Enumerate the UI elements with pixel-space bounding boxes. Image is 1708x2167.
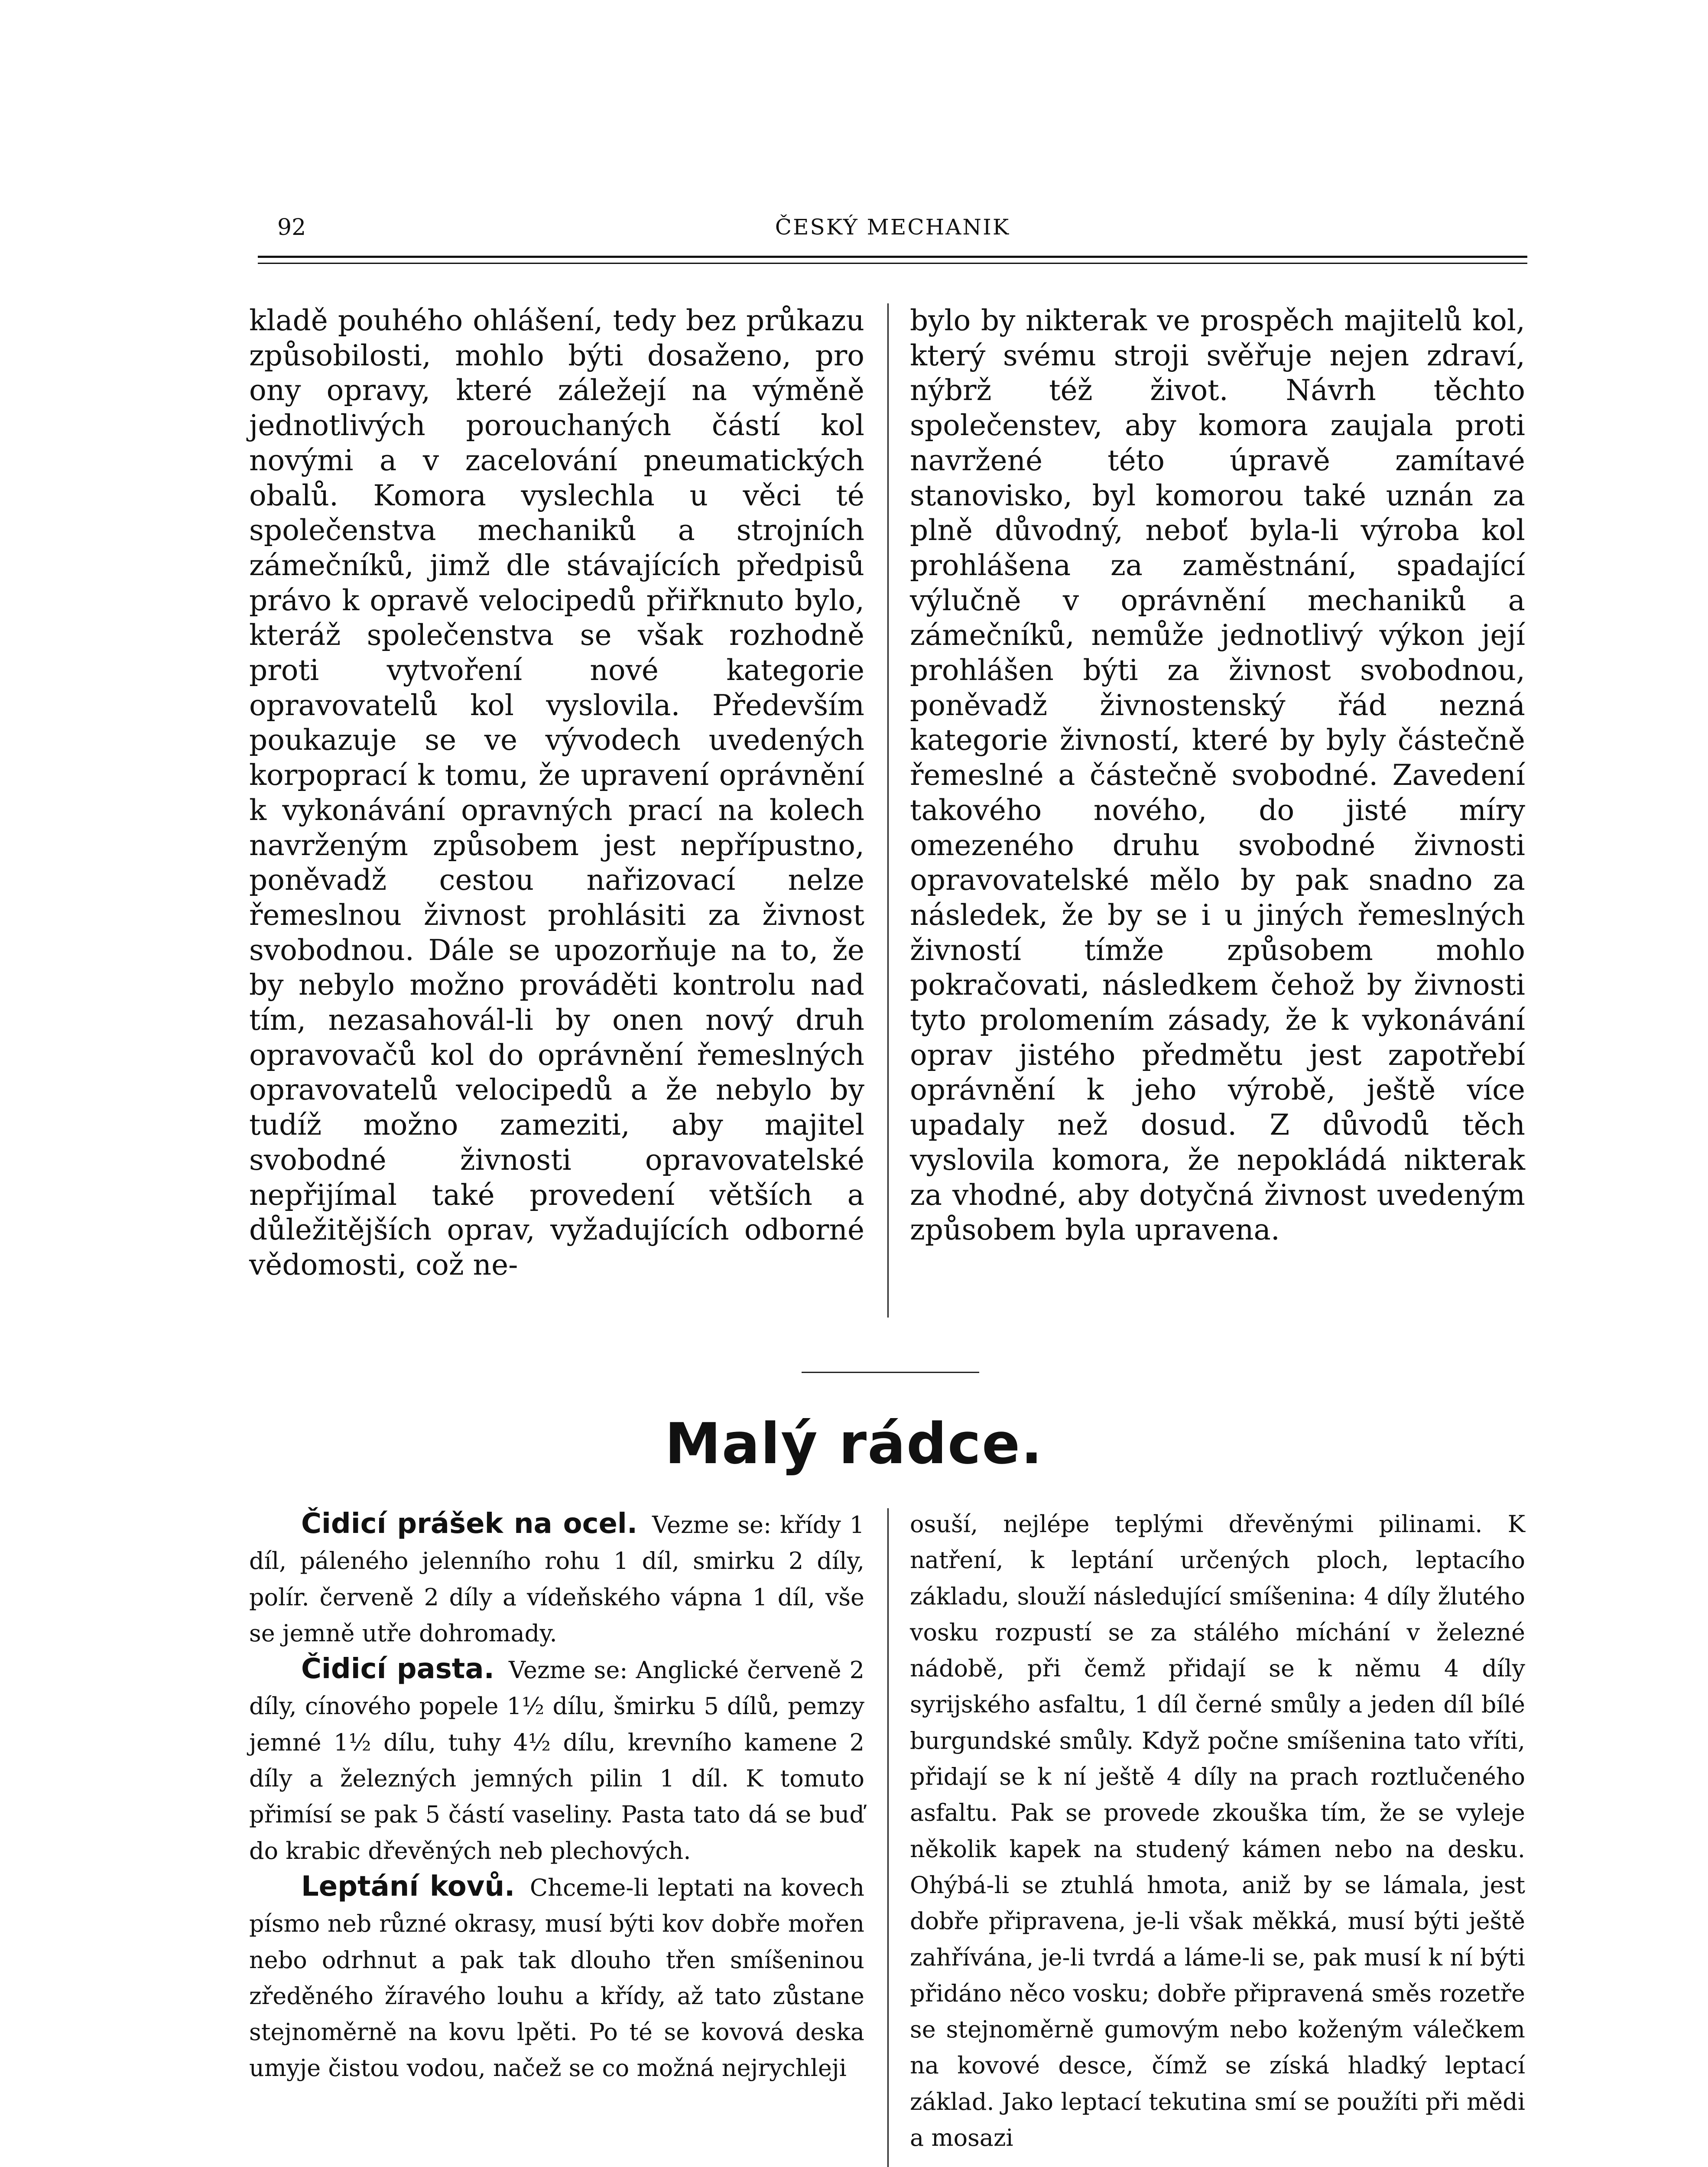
- advice-entry: [249, 1651, 864, 1869]
- advice-entry-title: Čidicí prášek na ocel.: [301, 1508, 638, 1540]
- article-right-column: [910, 303, 1525, 1248]
- header-rule-thick: [258, 256, 1527, 258]
- advice-entry-text: Chceme-li leptati na kovech písmo neb různé okrasy, musí býti kov dobře mořen nebo odrhnut a pak tak dlouho třen smíšeninou zředěného žíravého louhu a křídy, až tato zůstane stejnoměrně na kovu lpěti. Po té se kovová deska umyje čistou vodou, načež se co možná nejrychleji: [249, 1874, 865, 2082]
- advice-entry-title: Leptání kovů.: [301, 1870, 515, 1903]
- page-number: 92: [277, 215, 306, 241]
- column-divider-lower: [887, 1508, 889, 2167]
- section-title: Malý rádce.: [665, 1411, 1043, 1477]
- running-title: ČESKÝ MECHANIK: [775, 215, 1010, 240]
- article-left-column: [249, 303, 864, 1283]
- advice-right-text: osuší, nejlépe teplými dřevěnými pilinami. K natření, k leptání určených ploch, leptacího základu, slouží následující smíšenina: 4 díly žlutého vosku rozpustí se za stálého míchání v železné nádobě, při čemž přidají se k němu 4 díly syrijského asfaltu, 1 díl černé smůly a jeden díl bílé burgundské smůly. Když počne smíšenina tato vříti, přidají se k ní ještě 4 díly na prach roztlučeného asfaltu. Pak se provede zkouška tím, že se vyleje několik kapek na studený kámen nebo na desku. Ohýbá-li se ztuhlá hmota, aniž by se lámala, jest dobře připravena, je-li však měkká, musí býti ještě zahřívána, je-li tvrdá a láme-li se, pak musí k ní býti přidáno něco vosku; dobře připravená směs rozetře se stejnoměrně gumovým nebo koženým válečkem na kovové desce, čímž se získá hladký leptací základ. Jako leptací tekutina smí se použíti při mědi a mosazi: [910, 1510, 1525, 2152]
- page-header: [258, 215, 1527, 241]
- advice-right-column: [910, 1506, 1525, 2156]
- article-left-text: kladě pouhého ohlášení, tedy bez průkazu způsobilosti, mohlo býti dosaženo, pro ony opravy, které záležejí na výměně jednotlivých porouchaných částí kol novými a v zacelování pneumatických obalů. Komora vyslechla u věci té společenstva mechaniků a strojních zámečníků, jimž dle stávajících předpisů právo k opravě velocipedů přiřknuto bylo, kteráž společenstva se však rozhodně proti vytvoření nové kategorie opravovatelů kol vyslovila. Především poukazuje se ve vývodech uvedených korpoprací k tomu, že upravení oprávnění k vykonávání opravných prací na kolech navrženým způsobem jest nepřípustno, poněvadž cestou nařizovací nelze řemeslnou živnost prohlásiti za živnost svobodnou. Dále se upozorňuje na to, že by nebylo možno prováděti kontrolu nad tím, nezasahovál-li by onen nový druh opravovačů kol do oprávnění řemeslných opravovatelů velocipedů a že nebylo by tudíž možno zameziti, aby majitel svobodné živnosti opravovatelské nepřijímal také provedení větších a důležitějších oprav, vyžadujících odborné vědomosti, což ne-: [249, 304, 864, 1282]
- article-right-text: bylo by nikterak ve prospěch majitelů kol, který svému stroji svěřuje nejen zdraví, nýbrž též život. Návrh těchto společenstev, aby komora zaujala proti navržené této úpravě zamítavé stanovisko, byl komorou také uznán za plně důvodný, neboť byla-li výroba kol prohlášena za zaměstnání, spadající výlučně v oprávnění mechaniků a zámečníků, nemůže jednotlivý výkon její prohlášen býti za živnost svobodnou, poněvadž živnostenský řád nezná kategorie živností, které by byly částečně řemeslné a částečně svobodné. Zavedení takového nového, do jisté míry omezeného druhu svobodné živnosti opravovatelské mělo by pak snadno za následek, že by se i u jiných řemeslných živností tímže způsobem mohlo pokračovati, následkem čehož by živnosti tyto prolomením zásady, že k vykonávání oprav jistého předmětu jest zapotřebí oprávnění k jeho výrobě, ještě více upadaly než dosud. Z důvodů těch vyslovila komora, že nepokládá nikterak za vhodné, aby dotyčná živnost uvedeným způsobem byla upravena.: [910, 304, 1525, 1247]
- advice-entry-text: Vezme se: Anglické červeně 2 díly, cínového popele 1½ dílu, šmirku 5 dílů, pemzy jemné 1½ dílu, tuhy 4½ dílu, krevního kamene 2 díly a železných jemných pilin 1 díl. K tomuto přimísí se pak 5 částí vaseliny. Pasta tato dá se buď do krabic dřevěných neb plechových.: [249, 1656, 865, 1864]
- advice-entry-text: Vezme se: křídy 1 díl, páleného jelenního rohu 1 díl, smirku 2 díly, polír. červeně 2 díly a vídeňského vápna 1 díl, vše se jemně utře dohromady.: [249, 1511, 865, 1647]
- section-separator: [802, 1372, 979, 1373]
- column-divider-upper: [887, 303, 889, 1318]
- header-rule-thin: [258, 263, 1527, 264]
- advice-entry-title: Čidicí pasta.: [301, 1653, 494, 1685]
- advice-left-column: [249, 1506, 864, 2086]
- advice-entry: [249, 1506, 864, 1651]
- advice-entry: [249, 1869, 864, 2086]
